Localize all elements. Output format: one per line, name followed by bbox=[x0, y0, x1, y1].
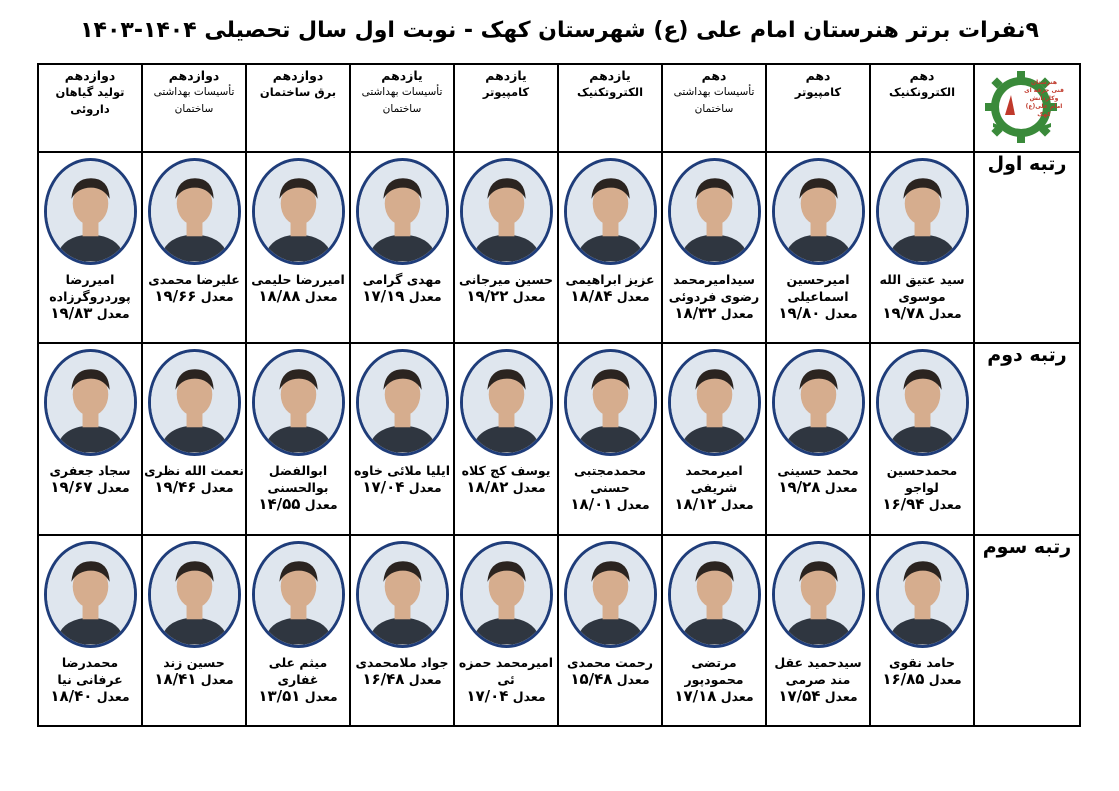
student-portrait-icon bbox=[151, 161, 238, 262]
student-photo bbox=[44, 349, 137, 456]
student-card bbox=[143, 536, 245, 688]
student-cell bbox=[350, 343, 454, 535]
student-photo bbox=[876, 541, 969, 648]
average-value: ۱۸/۴۰ bbox=[50, 687, 93, 705]
average-value: ۱۸/۱۲ bbox=[674, 495, 717, 513]
average-label: معدل bbox=[720, 497, 754, 512]
average-value: ۱۶/۹۴ bbox=[882, 495, 925, 513]
column-header-content bbox=[143, 65, 245, 120]
student-name: مهدی گرامی bbox=[362, 272, 442, 287]
student-cell bbox=[662, 152, 766, 343]
student-cell bbox=[870, 152, 974, 343]
student-portrait-icon bbox=[879, 352, 966, 453]
average-label: معدل bbox=[200, 480, 234, 495]
student-cell bbox=[142, 343, 246, 535]
student-photo bbox=[564, 349, 657, 456]
student-card bbox=[247, 153, 349, 305]
student-average bbox=[570, 496, 649, 513]
student-name: محمدحسین لواجو bbox=[886, 463, 958, 495]
student-card bbox=[871, 536, 973, 688]
student-average bbox=[882, 305, 961, 322]
student-name: سیدامیرمحمد رضوی فردوئی bbox=[668, 272, 760, 304]
student-cell bbox=[558, 535, 662, 726]
student-card bbox=[351, 153, 453, 305]
student-card bbox=[143, 153, 245, 305]
field-label: کامپیوتر bbox=[794, 85, 842, 99]
field-label: کامپیوتر bbox=[482, 85, 530, 99]
average-label: معدل bbox=[616, 672, 650, 687]
student-photo bbox=[668, 541, 761, 648]
average-value: ۱۹/۲۲ bbox=[466, 287, 509, 305]
student-photo bbox=[148, 349, 241, 456]
grade-label: دوازدهم bbox=[64, 68, 116, 83]
student-portrait-icon bbox=[567, 161, 654, 262]
average-label: معدل bbox=[824, 306, 858, 321]
student-portrait-icon bbox=[775, 544, 862, 645]
grade-label: یازدهم bbox=[381, 68, 423, 83]
student-average bbox=[154, 479, 233, 496]
student-cell bbox=[350, 535, 454, 726]
logo-text-line: وکاردانش bbox=[1029, 95, 1059, 102]
student-portrait-icon bbox=[671, 352, 758, 453]
student-photo bbox=[564, 541, 657, 648]
student-average bbox=[362, 671, 441, 688]
column-header bbox=[454, 64, 558, 152]
student-cell bbox=[558, 152, 662, 343]
student-portrait-icon bbox=[775, 352, 862, 453]
average-value: ۱۷/۱۹ bbox=[362, 287, 405, 305]
average-label: معدل bbox=[720, 306, 754, 321]
average-value: ۱۸/۳۲ bbox=[674, 304, 717, 322]
student-card bbox=[663, 536, 765, 705]
average-label: معدل bbox=[928, 497, 962, 512]
student-portrait-icon bbox=[151, 544, 238, 645]
student-card bbox=[351, 344, 453, 496]
student-photo bbox=[772, 158, 865, 265]
column-header-content bbox=[351, 65, 453, 120]
logo-text-line: فنی حرفه ای bbox=[1024, 87, 1064, 94]
student-name: میثم علی غفاری bbox=[268, 655, 328, 687]
student-portrait-icon bbox=[567, 544, 654, 645]
rank-cell bbox=[974, 152, 1080, 343]
student-portrait-icon bbox=[47, 544, 134, 645]
average-label: معدل bbox=[200, 289, 234, 304]
field-label: برق ساختمان bbox=[259, 85, 337, 99]
column-header-content bbox=[767, 65, 869, 103]
honor-table bbox=[37, 63, 1081, 727]
student-cell bbox=[246, 535, 350, 726]
student-photo bbox=[772, 349, 865, 456]
student-card bbox=[559, 536, 661, 688]
student-average bbox=[778, 479, 857, 496]
student-portrait-icon bbox=[463, 161, 550, 262]
student-cell bbox=[38, 535, 142, 726]
logo-text-line: هنرستان bbox=[1030, 79, 1058, 86]
student-average bbox=[882, 671, 961, 688]
student-average bbox=[570, 671, 649, 688]
average-label: معدل bbox=[304, 689, 338, 704]
student-photo bbox=[252, 541, 345, 648]
student-portrait-icon bbox=[47, 352, 134, 453]
rank-cell bbox=[974, 343, 1080, 535]
student-card bbox=[663, 153, 765, 322]
student-name: امیرمحمد حمزه ئی bbox=[458, 655, 554, 687]
field-label: الکترونکنیک bbox=[888, 85, 956, 99]
average-value: ۱۵/۴۸ bbox=[570, 670, 613, 688]
student-cell bbox=[142, 152, 246, 343]
student-card bbox=[143, 344, 245, 496]
student-card bbox=[871, 153, 973, 322]
student-photo bbox=[460, 158, 553, 265]
student-cell bbox=[350, 152, 454, 343]
student-photo bbox=[772, 541, 865, 648]
student-cell bbox=[142, 535, 246, 726]
average-value: ۱۳/۵۱ bbox=[258, 687, 301, 705]
column-header bbox=[142, 64, 246, 152]
student-average bbox=[50, 688, 129, 705]
student-average bbox=[674, 305, 753, 322]
field-label: الکتروتکنیک bbox=[576, 85, 644, 99]
student-photo bbox=[668, 158, 761, 265]
student-card bbox=[39, 344, 141, 496]
field-label: تأسیسات بهداشتی ساختمان bbox=[673, 86, 755, 115]
student-average bbox=[154, 288, 233, 305]
student-average bbox=[362, 288, 441, 305]
average-label: معدل bbox=[96, 689, 130, 704]
average-value: ۱۸/۸۸ bbox=[258, 287, 301, 305]
student-name: سیدحمید عقل مند صرمی bbox=[774, 655, 862, 687]
rank-row bbox=[38, 535, 1080, 726]
grade-label: یازدهم bbox=[485, 68, 527, 83]
average-value: ۱۶/۸۵ bbox=[882, 670, 925, 688]
student-name: یوسف کج کلاه bbox=[461, 463, 551, 478]
average-value: ۱۷/۰۴ bbox=[466, 687, 509, 705]
student-average bbox=[258, 288, 337, 305]
student-average bbox=[466, 479, 545, 496]
grade-label: دوازدهم bbox=[272, 68, 324, 83]
student-name: مرتضی محمودپور bbox=[684, 655, 744, 687]
rank-label: رتبه سوم bbox=[982, 536, 1072, 558]
average-label: معدل bbox=[408, 672, 442, 687]
student-average bbox=[362, 479, 441, 496]
student-cell bbox=[558, 343, 662, 535]
student-photo bbox=[44, 541, 137, 648]
average-label: معدل bbox=[304, 289, 338, 304]
average-label: معدل bbox=[824, 480, 858, 495]
student-card bbox=[247, 344, 349, 513]
average-value: ۱۹/۶۶ bbox=[154, 287, 197, 305]
column-header bbox=[870, 64, 974, 152]
student-average bbox=[778, 688, 857, 705]
student-name: امیررضا حلیمی bbox=[251, 272, 345, 287]
student-photo bbox=[460, 541, 553, 648]
student-card bbox=[559, 153, 661, 305]
average-label: معدل bbox=[96, 480, 130, 495]
student-portrait-icon bbox=[47, 161, 134, 262]
student-cell bbox=[662, 343, 766, 535]
logo-text-line: کهک bbox=[1037, 111, 1051, 118]
student-photo bbox=[148, 541, 241, 648]
student-portrait-icon bbox=[463, 352, 550, 453]
average-label: معدل bbox=[824, 689, 858, 704]
student-photo bbox=[148, 158, 241, 265]
average-value: ۱۶/۴۸ bbox=[362, 670, 405, 688]
average-value: ۱۷/۱۸ bbox=[674, 687, 717, 705]
student-portrait-icon bbox=[463, 544, 550, 645]
page-title: ۹نفرات برتر هنرستان امام علی (ع) شهرستان کهک - نوبت اول سال تحصیلی ۱۴۰۴-۱۴۰۳ bbox=[80, 18, 1039, 43]
average-value: ۱۹/۲۸ bbox=[778, 478, 821, 496]
student-card bbox=[871, 344, 973, 513]
average-label: معدل bbox=[616, 497, 650, 512]
average-value: ۱۸/۸۲ bbox=[466, 478, 509, 496]
student-average bbox=[674, 496, 753, 513]
student-portrait-icon bbox=[775, 161, 862, 262]
student-photo bbox=[668, 349, 761, 456]
student-name: سید عتیق الله موسوی bbox=[879, 272, 965, 304]
average-value: ۱۴/۵۵ bbox=[258, 495, 301, 513]
column-header-content bbox=[871, 65, 973, 103]
student-photo bbox=[460, 349, 553, 456]
student-portrait-icon bbox=[151, 352, 238, 453]
average-label: معدل bbox=[616, 289, 650, 304]
student-portrait-icon bbox=[879, 544, 966, 645]
student-average bbox=[466, 688, 545, 705]
student-name: محمدرضا عرفانی نیا bbox=[57, 655, 123, 687]
student-cell bbox=[766, 343, 870, 535]
column-header bbox=[766, 64, 870, 152]
average-label: معدل bbox=[200, 672, 234, 687]
student-portrait-icon bbox=[255, 544, 342, 645]
student-portrait-icon bbox=[255, 161, 342, 262]
header-row bbox=[38, 64, 1080, 152]
column-header-content bbox=[455, 65, 557, 103]
average-label: معدل bbox=[512, 480, 546, 495]
average-label: معدل bbox=[304, 497, 338, 512]
rank-row bbox=[38, 343, 1080, 535]
student-photo bbox=[876, 158, 969, 265]
student-average bbox=[50, 305, 129, 322]
student-cell bbox=[38, 152, 142, 343]
student-card bbox=[767, 153, 869, 322]
column-header bbox=[558, 64, 662, 152]
field-label: تولید گیاهان داروئی bbox=[55, 85, 125, 116]
student-name: عزیز ابراهیمی bbox=[565, 272, 655, 287]
average-value: ۱۹/۸۳ bbox=[50, 304, 93, 322]
student-average bbox=[674, 688, 753, 705]
student-name: ایلیا ملائی خاوه bbox=[354, 463, 451, 478]
student-photo bbox=[356, 158, 449, 265]
student-average bbox=[154, 671, 233, 688]
student-card bbox=[455, 344, 557, 496]
column-header-content bbox=[663, 65, 765, 120]
student-cell bbox=[766, 152, 870, 343]
student-average bbox=[466, 288, 545, 305]
average-label: معدل bbox=[720, 689, 754, 704]
student-average bbox=[778, 305, 857, 322]
column-header-content bbox=[559, 65, 661, 103]
average-label: معدل bbox=[512, 689, 546, 704]
student-card bbox=[455, 536, 557, 705]
average-label: معدل bbox=[408, 480, 442, 495]
student-photo bbox=[252, 349, 345, 456]
student-name: علیرضا محمدی bbox=[148, 272, 240, 287]
student-card bbox=[767, 344, 869, 496]
student-portrait-icon bbox=[359, 544, 446, 645]
column-header bbox=[350, 64, 454, 152]
student-average bbox=[570, 288, 649, 305]
rank-label: رتبه اول bbox=[987, 153, 1067, 175]
student-name: سجاد جعفری bbox=[49, 463, 131, 478]
column-header bbox=[246, 64, 350, 152]
logo-text-line: امام علی(ع) bbox=[1025, 103, 1063, 110]
average-value: ۱۷/۵۴ bbox=[778, 687, 821, 705]
average-value: ۱۹/۴۶ bbox=[154, 478, 197, 496]
student-portrait-icon bbox=[255, 352, 342, 453]
student-name: نعمت الله نظری bbox=[144, 463, 244, 478]
student-portrait-icon bbox=[359, 161, 446, 262]
average-value: ۱۹/۸۰ bbox=[778, 304, 821, 322]
student-cell bbox=[870, 343, 974, 535]
column-header-content bbox=[39, 65, 141, 120]
grade-label: دهم bbox=[909, 68, 935, 83]
student-name: جواد ملامحمدی bbox=[355, 655, 449, 670]
student-name: حسین میرجانی bbox=[458, 272, 554, 287]
student-name: امیرحسین اسماعیلی bbox=[786, 272, 850, 304]
student-portrait-icon bbox=[359, 352, 446, 453]
student-portrait-icon bbox=[671, 544, 758, 645]
student-average bbox=[258, 688, 337, 705]
average-label: معدل bbox=[928, 672, 962, 687]
average-label: معدل bbox=[96, 306, 130, 321]
student-card bbox=[455, 153, 557, 305]
student-photo bbox=[252, 158, 345, 265]
student-name: محمد حسینی bbox=[777, 463, 859, 478]
grade-label: دهم bbox=[701, 68, 727, 83]
student-name: امیررضا پوردروگرزاده bbox=[49, 272, 131, 304]
student-card bbox=[39, 153, 141, 322]
student-cell bbox=[246, 152, 350, 343]
student-photo bbox=[356, 349, 449, 456]
student-cell bbox=[454, 535, 558, 726]
student-average bbox=[882, 496, 961, 513]
average-value: ۱۸/۰۱ bbox=[570, 495, 613, 513]
field-label: تأسیسات بهداشتی ساختمان bbox=[153, 86, 235, 115]
student-name: حامد نقوی bbox=[889, 655, 955, 670]
student-name: ابوالفضل بوالحسنی bbox=[267, 463, 329, 495]
grade-label: دهم bbox=[805, 68, 831, 83]
student-cell bbox=[454, 343, 558, 535]
student-cell bbox=[38, 343, 142, 535]
average-value: ۱۸/۸۴ bbox=[570, 287, 613, 305]
student-portrait-icon bbox=[671, 161, 758, 262]
rank-row bbox=[38, 152, 1080, 343]
average-value: ۱۷/۰۴ bbox=[362, 478, 405, 496]
student-cell bbox=[662, 535, 766, 726]
rank-cell bbox=[974, 535, 1080, 726]
student-portrait-icon bbox=[567, 352, 654, 453]
student-cell bbox=[454, 152, 558, 343]
student-cell bbox=[246, 343, 350, 535]
student-card bbox=[767, 536, 869, 705]
student-name: حسین زند bbox=[163, 655, 225, 670]
average-label: معدل bbox=[408, 289, 442, 304]
student-cell bbox=[870, 535, 974, 726]
student-photo bbox=[356, 541, 449, 648]
student-name: امیرمحمد شریفی bbox=[685, 463, 743, 495]
student-photo bbox=[876, 349, 969, 456]
field-label: تأسیسات بهداشتی ساختمان bbox=[361, 86, 443, 115]
grade-label: یازدهم bbox=[589, 68, 631, 83]
student-card bbox=[559, 344, 661, 513]
student-average bbox=[50, 479, 129, 496]
column-header bbox=[38, 64, 142, 152]
logo-cell bbox=[974, 64, 1080, 152]
average-value: ۱۹/۷۸ bbox=[882, 304, 925, 322]
average-label: معدل bbox=[512, 289, 546, 304]
student-cell bbox=[766, 535, 870, 726]
student-average bbox=[258, 496, 337, 513]
student-portrait-icon bbox=[879, 161, 966, 262]
column-header bbox=[662, 64, 766, 152]
student-name: محمدمجتبی حسنی bbox=[574, 463, 646, 495]
rank-label: رتبه دوم bbox=[987, 344, 1067, 366]
average-value: ۱۸/۴۱ bbox=[154, 670, 197, 688]
student-card bbox=[663, 344, 765, 513]
student-photo bbox=[564, 158, 657, 265]
student-card bbox=[351, 536, 453, 688]
student-card bbox=[39, 536, 141, 705]
student-name: رحمت محمدی bbox=[567, 655, 653, 670]
student-photo bbox=[44, 158, 137, 265]
average-label: معدل bbox=[928, 306, 962, 321]
average-value: ۱۹/۶۷ bbox=[50, 478, 93, 496]
student-card bbox=[247, 536, 349, 705]
column-header-content bbox=[247, 65, 349, 103]
logo-text bbox=[1019, 79, 1069, 119]
grade-label: دوازدهم bbox=[168, 68, 220, 83]
